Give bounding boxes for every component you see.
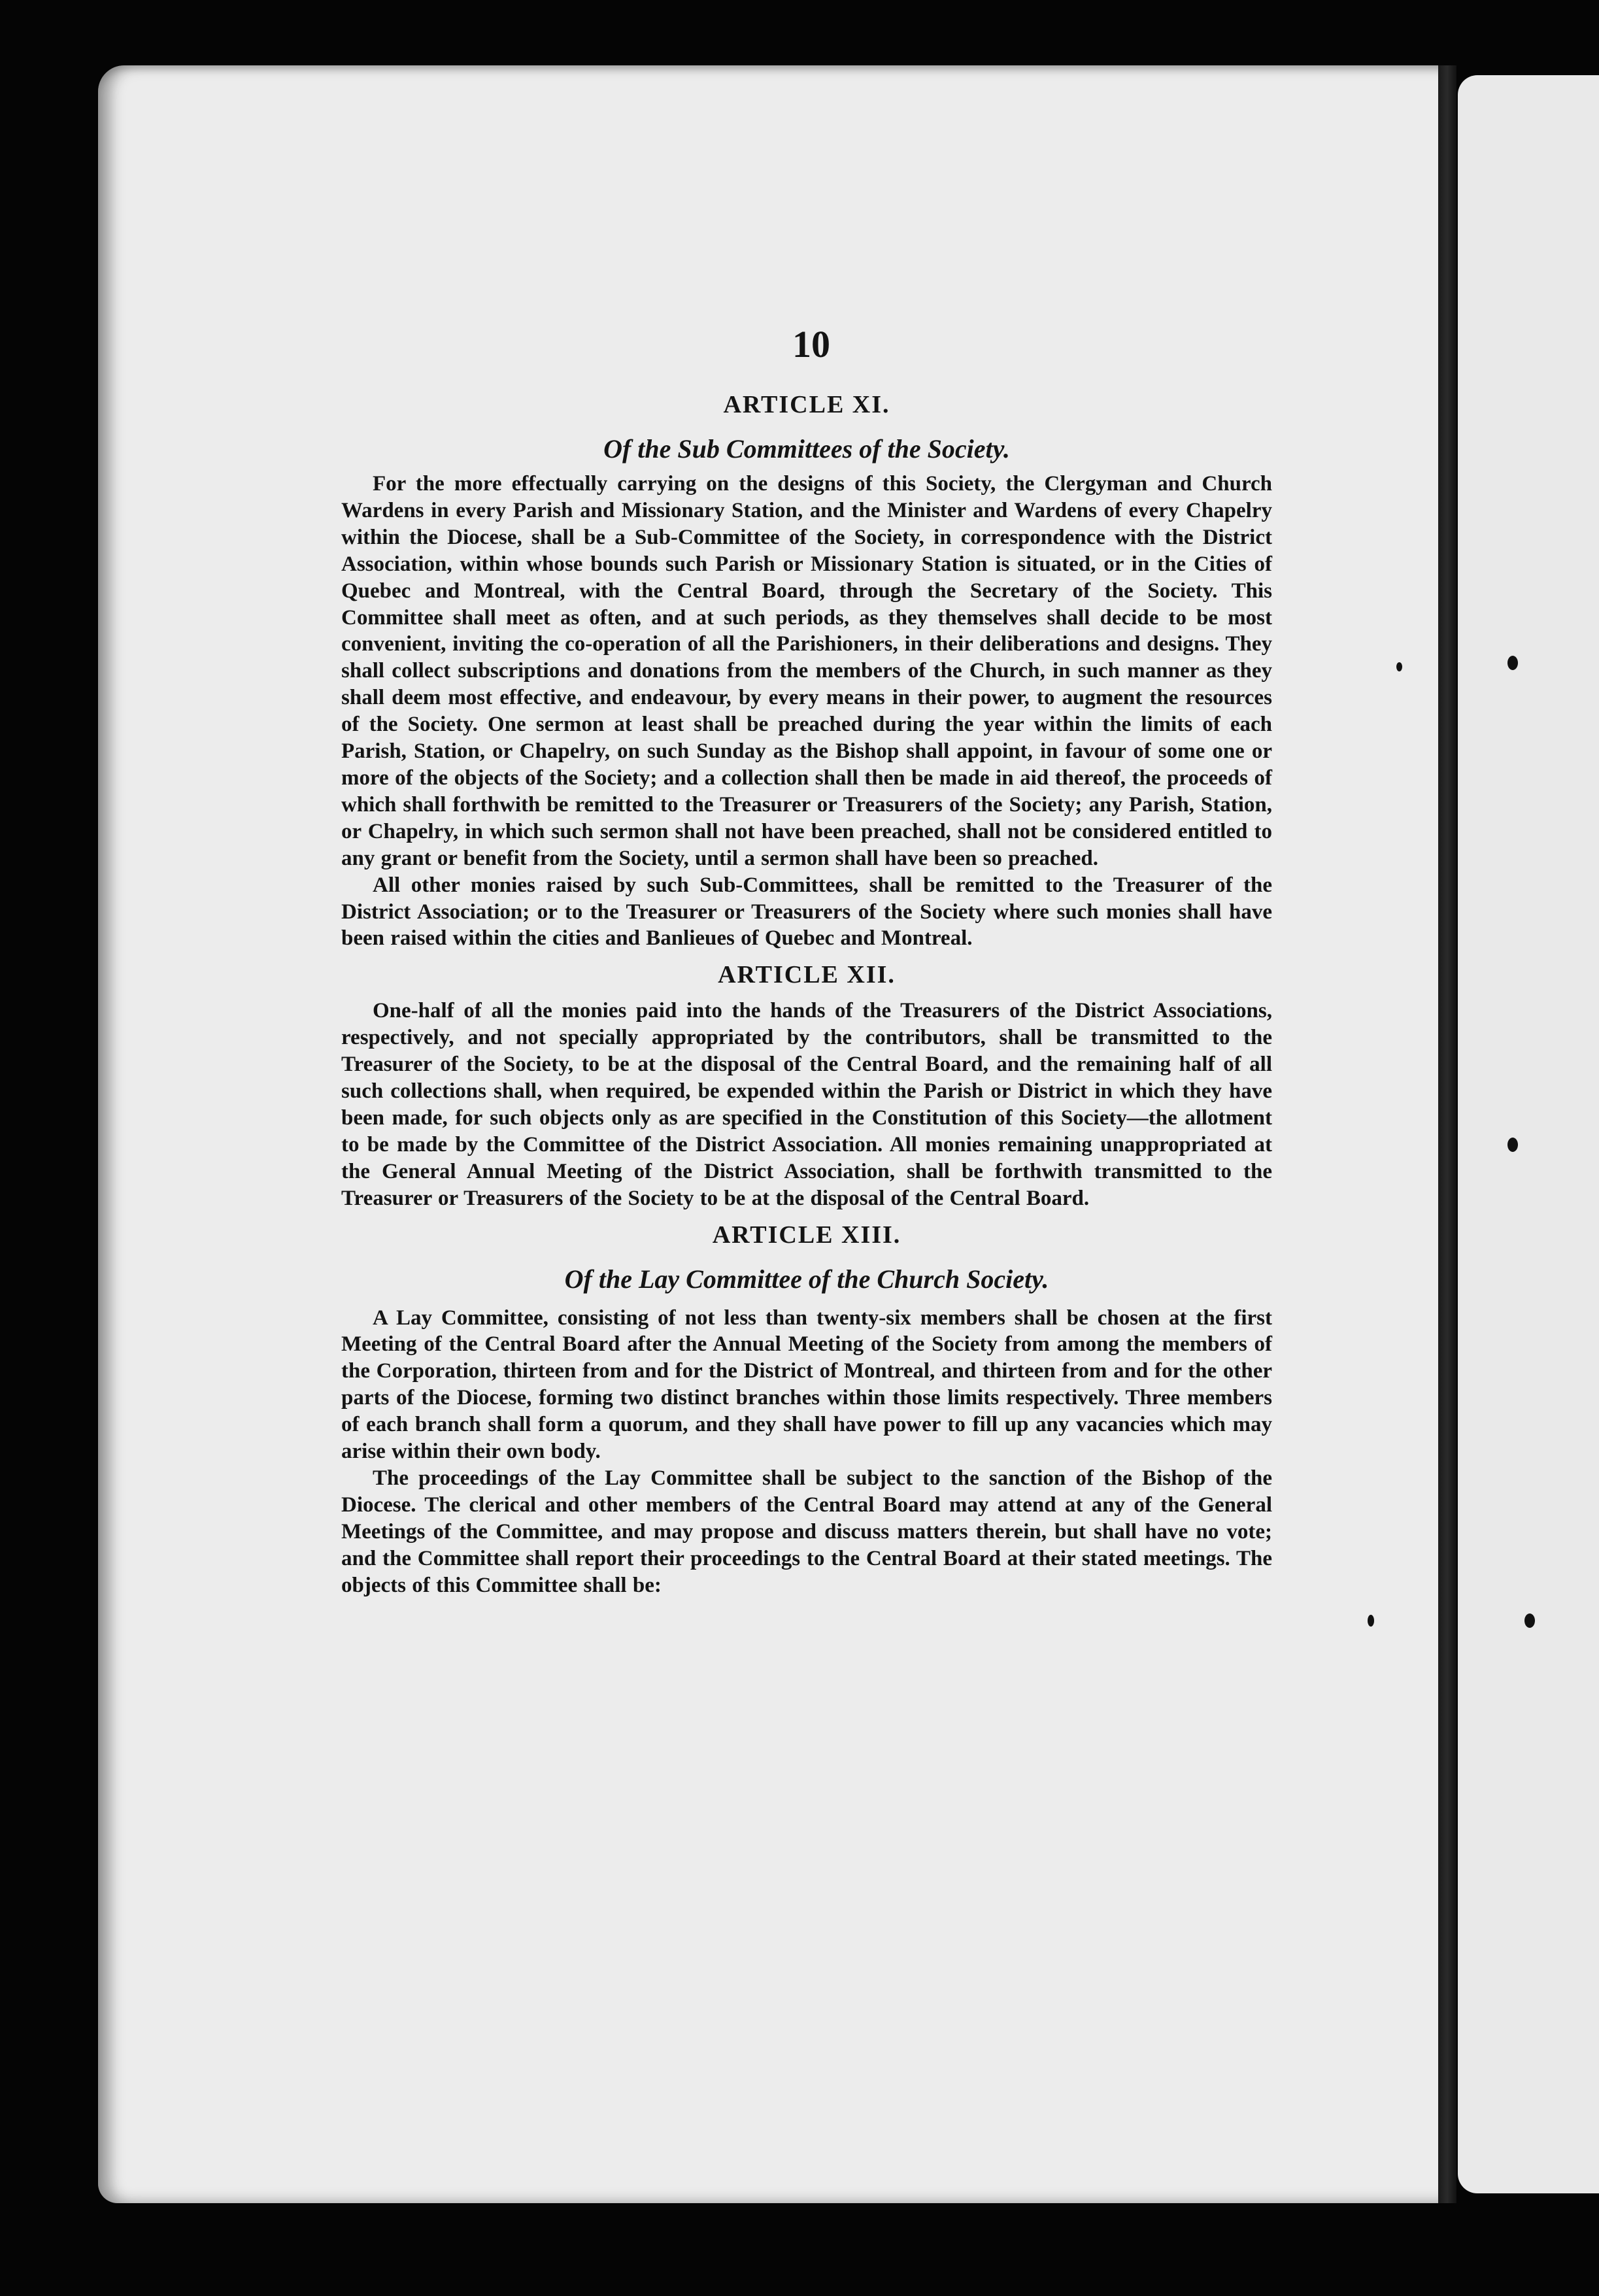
article-heading: ARTICLE XII.	[718, 961, 896, 989]
paragraph: One-half of all the monies paid into the hands of the Treasurers of the District Associations, respectively, and not specially appropriated by the contributors, shall be transmitted to the Treasurer of the Society, to be at the disposal of the Central Board, and the remaining half of all such collections shall, when required, be expended within the Parish or District in which they have been made, for such objects only as are specified in the Constitution of this Society—the allotment to be made by the Committee of the District Association. All monies remaining unappropriated at the General Annual Meeting of the District Association, shall be forthwith transmitted to the Treasurer or Treasurers of the Society to be at the disposal of the Central Board.	[341, 999, 1272, 1210]
paragraph: The proceedings of the Lay Committee shall be subject to the sanction of the Bishop of the Diocese. The clerical and other members of the Central Board may attend at any of the General Meetings of the Committee, and may propose and discuss matters therein, but shall have no vote; and the Committee shall report their proceedings to the Central Board at their stated meetings. The objects of this Committee shall be:	[341, 1466, 1272, 1597]
ink-spot	[1368, 1615, 1374, 1627]
page-number: 10	[792, 323, 830, 365]
article-heading: ARTICLE XIII.	[712, 1221, 901, 1249]
article-subtitle: Of the Sub Committees of the Society.	[603, 434, 1010, 464]
article-heading: ARTICLE XI.	[723, 391, 890, 418]
article-subtitle: Of the Lay Committee of the Church Society.	[564, 1264, 1049, 1294]
page-text	[341, 312, 1272, 1599]
paragraph: For the more effectually carrying on the designs of this Society, the Clergyman and Church Wardens in every Parish and Missionary Station, and the Minister and Wardens of every Chapelry within the Diocese, shall be a Sub-Committee of the Society, in correspondence with the District Association, within whose bounds such Parish or Missionary Station is situated, or in the Cities of Quebec and Montreal, with the Central Board, through the Secretary of the Society. This Committee shall meet as often, and at such periods, as they themselves shall decide to be most convenient, inviting the co-operation of all the Parishioners, in their deliberations and designs. They shall collect subscriptions and donations from the members of the Church, in such manner as they shall deem most effective, and endeavour, by every means in their power, to augment the resources of the Society. One sermon at least shall be preached during the year within the limits of each Parish, Station, or Chapelry, on such Sunday as the Bishop shall appoint, in favour of some one or more of the objects of the Society; and a collection shall then be made in aid thereof, the proceeds of which shall forthwith be remitted to the Treasurer or Treasurers of the Society; any Parish, Station, or Chapelry, in which such sermon shall not have been preached, shall not be considered entitled to any grant or benefit from the Society, until a sermon shall have been so preached.	[341, 472, 1272, 870]
ink-spot	[1507, 1138, 1518, 1152]
ink-spot	[1524, 1613, 1535, 1628]
paragraph: A Lay Committee, consisting of not less than twenty-six members shall be chosen at the first Meeting of the Central Board after the Annual Meeting of the Society from among the members of the Corporation, thirteen from and for the District of Montreal, and thirteen from and for the other parts of the Diocese, forming two distinct branches within those limits respectively. Three members of each branch shall form a quorum, and they shall have power to fill up any vacancies which may arise within their own body.	[341, 1306, 1272, 1464]
facing-page-edge	[1458, 75, 1599, 2193]
ink-spot	[1507, 656, 1518, 670]
ink-spot	[1396, 662, 1402, 671]
book-spine	[1438, 65, 1456, 2203]
paragraph: All other monies raised by such Sub-Committees, shall be remitted to the Treasurer of the District Association; or to the Treasurer or Treasurers of the Society where such monies shall have been raised within the cities and Banlieues of Quebec and Montreal.	[341, 873, 1272, 951]
